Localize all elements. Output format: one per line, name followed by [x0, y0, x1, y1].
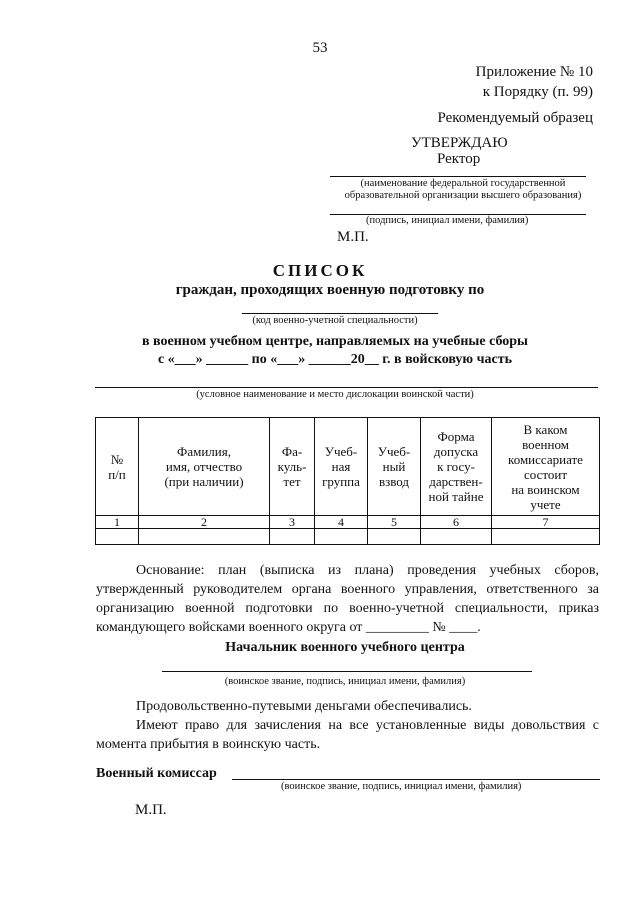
specialty-caption: (код военно-учетной специальности)	[252, 315, 418, 326]
stamp-label-bottom: М.П.	[135, 802, 167, 818]
empty-cell	[421, 529, 492, 545]
header-platoon: Учеб- ный взвод	[368, 418, 421, 516]
specialty-line	[242, 313, 438, 314]
header-faculty: Фа- куль- тет	[270, 418, 315, 516]
org-name-caption: (наименование федеральной государственной образовательной организации высшего образования)	[344, 178, 582, 201]
column-number-3: 3	[270, 516, 315, 529]
org-name-line	[330, 176, 586, 177]
military-unit-line	[95, 387, 598, 388]
column-number-1: 1	[96, 516, 139, 529]
header-study-group: Учеб- ная группа	[315, 418, 368, 516]
approve-label: УТВЕРЖДАЮ	[411, 135, 508, 151]
table-row	[96, 516, 600, 529]
notes-line-1: Продовольственно-путевыми деньгами обеспечивались.	[136, 699, 472, 714]
commissar-caption: (воинское звание, подпись, инициал имени, фамилия)	[281, 781, 522, 792]
header-full-name: Фамилия, имя, отчество (при наличии)	[139, 418, 270, 516]
page-number: 53	[312, 40, 328, 56]
sample-label: Рекомендуемый образец	[437, 110, 593, 126]
empty-cell	[315, 529, 368, 545]
empty-cell	[139, 529, 270, 545]
column-number-4: 4	[315, 516, 368, 529]
commissar-label: Военный комиссар	[96, 766, 217, 781]
empty-cell	[270, 529, 315, 545]
empty-cell	[492, 529, 600, 545]
participants-table	[95, 417, 600, 545]
column-number-5: 5	[368, 516, 421, 529]
appendix-line-1: Приложение № 10	[475, 64, 593, 80]
table-header-row	[96, 418, 600, 516]
stamp-label-top: М.П.	[337, 229, 369, 245]
document-title: СПИСОК	[272, 261, 368, 280]
appendix-reference	[476, 62, 593, 102]
appendix-line-2: к Порядку (п. 99)	[482, 84, 593, 100]
center-head-signature-line	[162, 671, 532, 672]
header-commissariat: В каком военном комиссариате состоит на воинском учете	[492, 418, 600, 516]
basis-text: Основание: план (выписка из плана) проведения учебных сборов, утвержденный руководителем органа военного управления, ответственного за организацию военной подготовки по военно-учетной специальности, приказ командующего войсками военного округа от _________ № ____.	[96, 563, 599, 635]
rector-label: Ректор	[437, 151, 481, 167]
document-subtitle: граждан, проходящих военную подготовку по	[175, 282, 485, 298]
header-number: № п/п	[96, 418, 139, 516]
center-head-caption: (воинское звание, подпись, инициал имени, фамилия)	[224, 676, 466, 687]
title-line-3: в военном учебном центре, направляемых на учебные сборы	[141, 334, 528, 349]
column-number-2: 2	[139, 516, 270, 529]
empty-cell	[368, 529, 421, 545]
center-head-title: Начальник военного учебного центра	[225, 640, 465, 655]
military-unit-caption: (условное наименование и место дислокации воинской части)	[196, 389, 474, 400]
column-number-6: 6	[421, 516, 492, 529]
title-line-4: с «___» ______ по «___» ______20__ г. в войсковую часть	[157, 352, 513, 367]
header-clearance-form: Форма допуска к госу- дарствен- ной тайне	[421, 418, 492, 516]
column-number-7: 7	[492, 516, 600, 529]
signature-caption: (подпись, инициал имени, фамилия)	[366, 215, 529, 226]
empty-cell	[96, 529, 139, 545]
table-row	[96, 529, 600, 545]
notes-line-2: Имеют право для зачисления на все установленные виды довольствия с момента прибытия в воинскую часть.	[96, 718, 599, 752]
commissar-signature-line	[232, 779, 600, 780]
basis-paragraph	[96, 561, 599, 637]
